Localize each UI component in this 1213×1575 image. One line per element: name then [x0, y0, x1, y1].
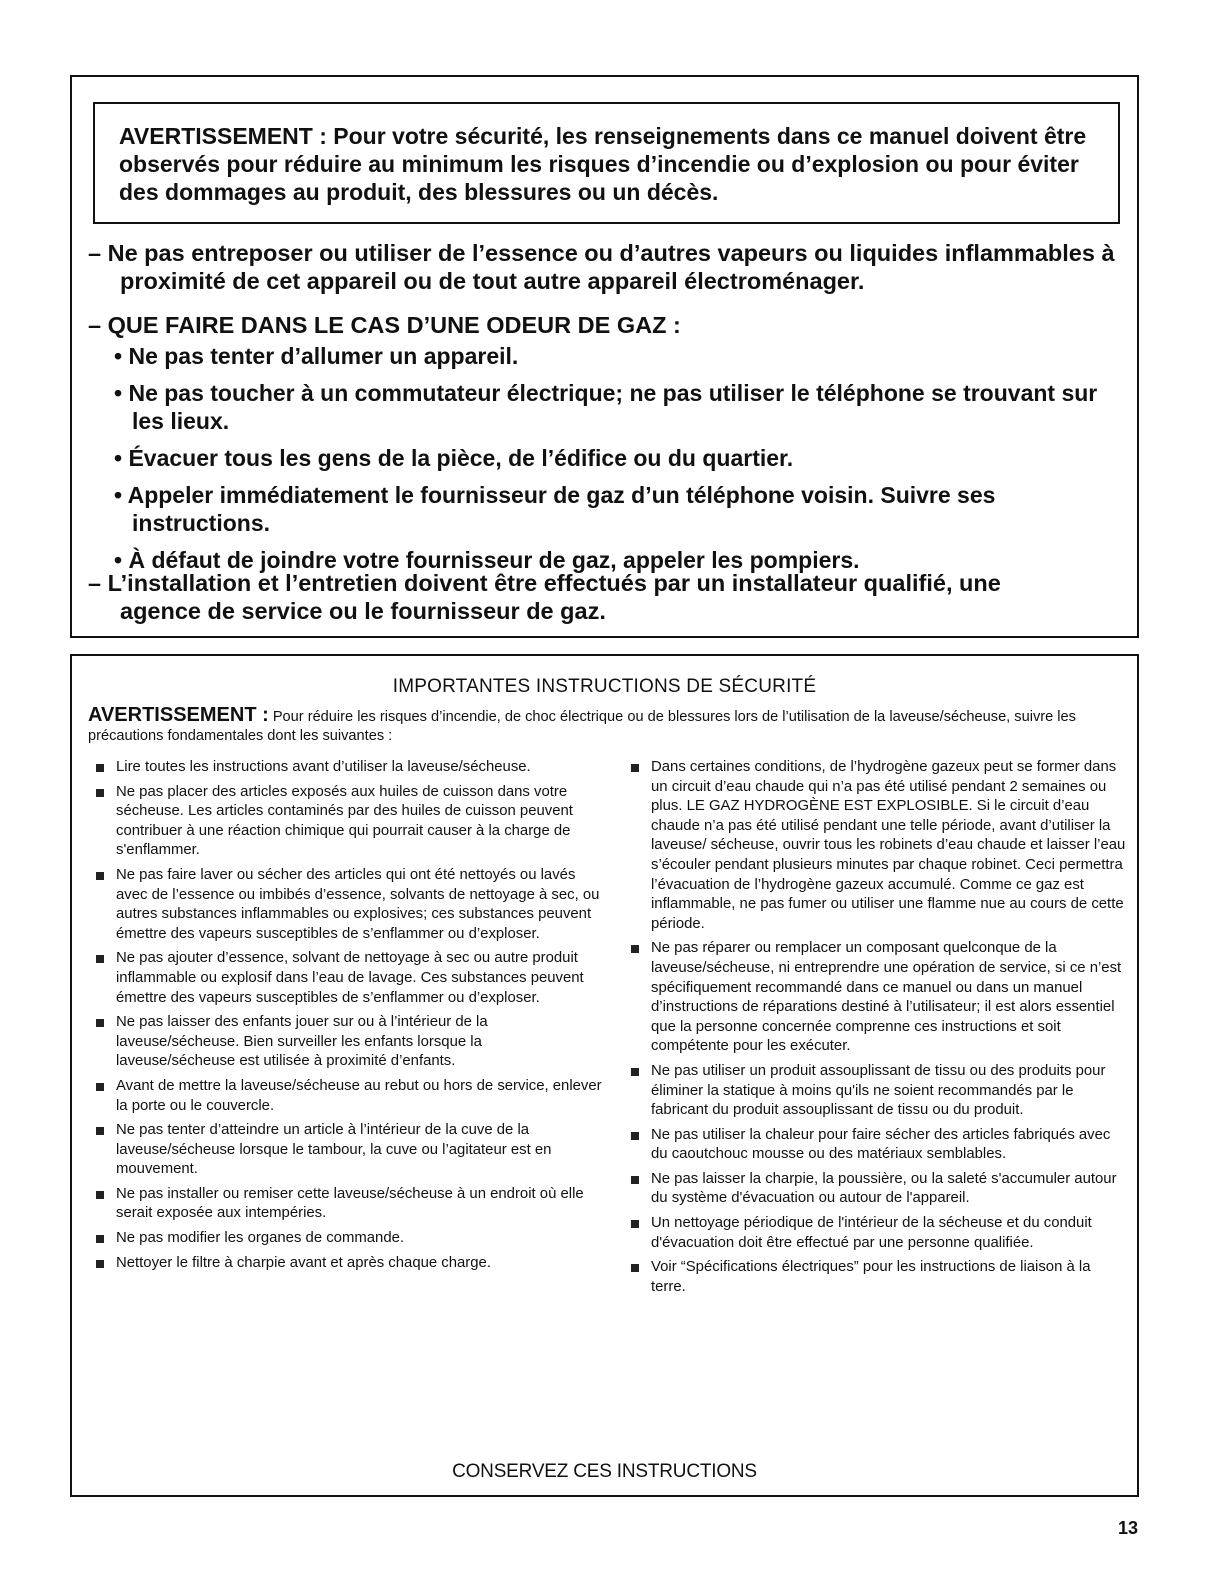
warning-headline: AVERTISSEMENT : Pour votre sécurité, les renseignements dans ce manuel doivent être observés pour réduire au minimum les risques d’incendie ou d’explosion ou pour éviter des dommages au produit, des blessures ou un décès.: [93, 102, 1120, 224]
bullet-square-icon: [631, 1176, 639, 1184]
warning-installation-line: – L’installation et l’entretien doivent être effectués par un installateur qualifié, une agence de service ou le fournisseur de gaz.: [88, 570, 1001, 624]
warning-gas-odor-heading: – QUE FAIRE DANS LE CAS D’UNE ODEUR DE GAZ :: [88, 312, 681, 338]
gas-step: • À défaut de joindre votre fournisseur de gaz, appeler les pompiers.: [114, 546, 1124, 574]
safety-list-left: [94, 758, 602, 1278]
gas-step: • Appeler immédiatement le fournisseur de gaz d’un téléphone voisin. Suivre ses instructions.: [114, 481, 1124, 537]
list-item: Ne pas placer des articles exposés aux huiles de cuisson dans votre sécheuse. Les articles contaminés par des huiles de cuisson peuvent contribuer à une réaction chimique qui pourrait causer à la charge de s'enflammer.: [94, 783, 602, 861]
bullet-square-icon: [96, 1235, 104, 1243]
gas-odor-steps: [114, 342, 1124, 583]
bullet-square-icon: [96, 955, 104, 963]
page-number: 13: [1118, 1518, 1139, 1538]
save-instructions-footer: CONSERVEZ CES INSTRUCTIONS: [452, 1461, 757, 1482]
list-item: Lire toutes les instructions avant d’utiliser la laveuse/sécheuse.: [94, 758, 602, 778]
bullet-square-icon: [96, 872, 104, 880]
safety-instructions-box: [70, 654, 1139, 1497]
list-item: Ne pas tenter d’atteindre un article à l’intérieur de la cuve de la laveuse/sécheuse lorsque le tambour, la cuve ou l’agitateur est en mouvement.: [94, 1121, 602, 1180]
bullet-square-icon: [631, 764, 639, 772]
gas-step: • Ne pas toucher à un commutateur électrique; ne pas utiliser le téléphone se trouvant sur les lieux.: [114, 379, 1124, 435]
list-item: Dans certaines conditions, de l’hydrogène gazeux peut se former dans un circuit d’eau chaude qui n’a pas été utilisé pendant 2 semaines ou plus. LE GAZ HYDROGÈNE EST EXPLOSIBLE. Si le circuit d’eau chaude n’a pas été utilisé pendant une telle période, avant d’utiliser la laveuse/ sécheuse, ouvrir tous les robinets d’eau chaude et laisser l’eau s’écouler pendant plusieurs minutes par chaque robinet. Ceci permettra l’évacuation de l’hydrogène gazeux accumulé. Comme ce gaz est inflammable, ne pas fumer ou utiliser une flamme nue au cours de cette période.: [629, 758, 1129, 934]
gas-warning-box: [70, 75, 1139, 638]
gas-step: • Ne pas tenter d’allumer un appareil.: [114, 342, 1124, 370]
bullet-square-icon: [631, 1264, 639, 1272]
safety-title: IMPORTANTES INSTRUCTIONS DE SÉCURITÉ: [392, 676, 817, 697]
list-item: Ne pas utiliser un produit assouplissant de tissu ou des produits pour éliminer la statique à moins qu'ils ne soient recommandés par le fabricant du produit assouplissant de tissu ou du produit.: [629, 1062, 1129, 1121]
list-item: Ne pas laisser la charpie, la poussière, ou la saleté s'accumuler autour du système d'évacuation ou autour de l'appareil.: [629, 1170, 1129, 1209]
bullet-square-icon: [96, 1019, 104, 1027]
list-item: Avant de mettre la laveuse/sécheuse au rebut ou hors de service, enlever la porte ou le couvercle.: [94, 1077, 602, 1116]
bullet-square-icon: [631, 1220, 639, 1228]
safety-intro-text: Pour réduire les risques d’incendie, de choc électrique ou de blessures lors de l’utilisation de la laveuse/sécheuse, suivre les précautions fondamentales dont les suivantes :: [88, 709, 1076, 744]
safety-list-right: [629, 758, 1129, 1302]
warning-storage-line: – Ne pas entreposer ou utiliser de l’essence ou d’autres vapeurs ou liquides inflammables à proximité de cet appareil ou de tout autre appareil électroménager.: [88, 240, 1115, 294]
list-item: Voir “Spécifications électriques” pour les instructions de liaison à la terre.: [629, 1258, 1129, 1297]
bullet-square-icon: [96, 1260, 104, 1268]
list-item: Ne pas réparer ou remplacer un composant quelconque de la laveuse/sécheuse, ni entreprendre une opération de service, si ce n’est spécifiquement recommandé dans ce manuel ou dans un manuel d’instructions de réparations destiné à l’utilisateur; il est alors essentiel que la personne concernée comprenne ces instructions et soit compétente pour les exécuter.: [629, 939, 1129, 1057]
safety-intro: [88, 706, 1128, 746]
bullet-square-icon: [631, 945, 639, 953]
list-item: Ne pas ajouter d’essence, solvant de nettoyage à sec ou autre produit inflammable ou explosif dans l’eau de lavage. Ces substances peuvent émettre des vapeurs susceptibles de s’enflammer ou d’exploser.: [94, 949, 602, 1008]
list-item: Ne pas laisser des enfants jouer sur ou à l’intérieur de la laveuse/sécheuse. Bien surveiller les enfants lorsque la laveuse/sécheuse est utilisée à proximité d’enfants.: [94, 1013, 602, 1072]
bullet-square-icon: [96, 1191, 104, 1199]
gas-step: • Évacuer tous les gens de la pièce, de l’édifice ou du quartier.: [114, 444, 1124, 472]
list-item: Un nettoyage périodique de l'intérieur de la sécheuse et du conduit d'évacuation doit être effectué par une personne qualifiée.: [629, 1214, 1129, 1253]
bullet-square-icon: [631, 1068, 639, 1076]
list-item: Ne pas modifier les organes de commande.: [94, 1229, 602, 1249]
bullet-square-icon: [96, 1127, 104, 1135]
list-item: Ne pas faire laver ou sécher des articles qui ont été nettoyés ou lavés avec de l’essence ou imbibés d’essence, solvants de nettoyage à sec, ou autres substances inflammables ou explosives; ces substances peuvent émettre des vapeurs susceptibles de s’enflammer ou d’exploser.: [94, 866, 602, 944]
list-item: Ne pas utiliser la chaleur pour faire sécher des articles fabriqués avec du caoutchouc mousse ou des matériaux semblables.: [629, 1126, 1129, 1165]
bullet-square-icon: [96, 789, 104, 797]
list-item: Nettoyer le filtre à charpie avant et après chaque charge.: [94, 1254, 602, 1274]
safety-warning-label: AVERTISSEMENT :: [88, 704, 269, 726]
bullet-square-icon: [96, 1083, 104, 1091]
list-item: Ne pas installer ou remiser cette laveuse/sécheuse à un endroit où elle serait exposée aux intempéries.: [94, 1185, 602, 1224]
bullet-square-icon: [631, 1132, 639, 1140]
bullet-square-icon: [96, 764, 104, 772]
